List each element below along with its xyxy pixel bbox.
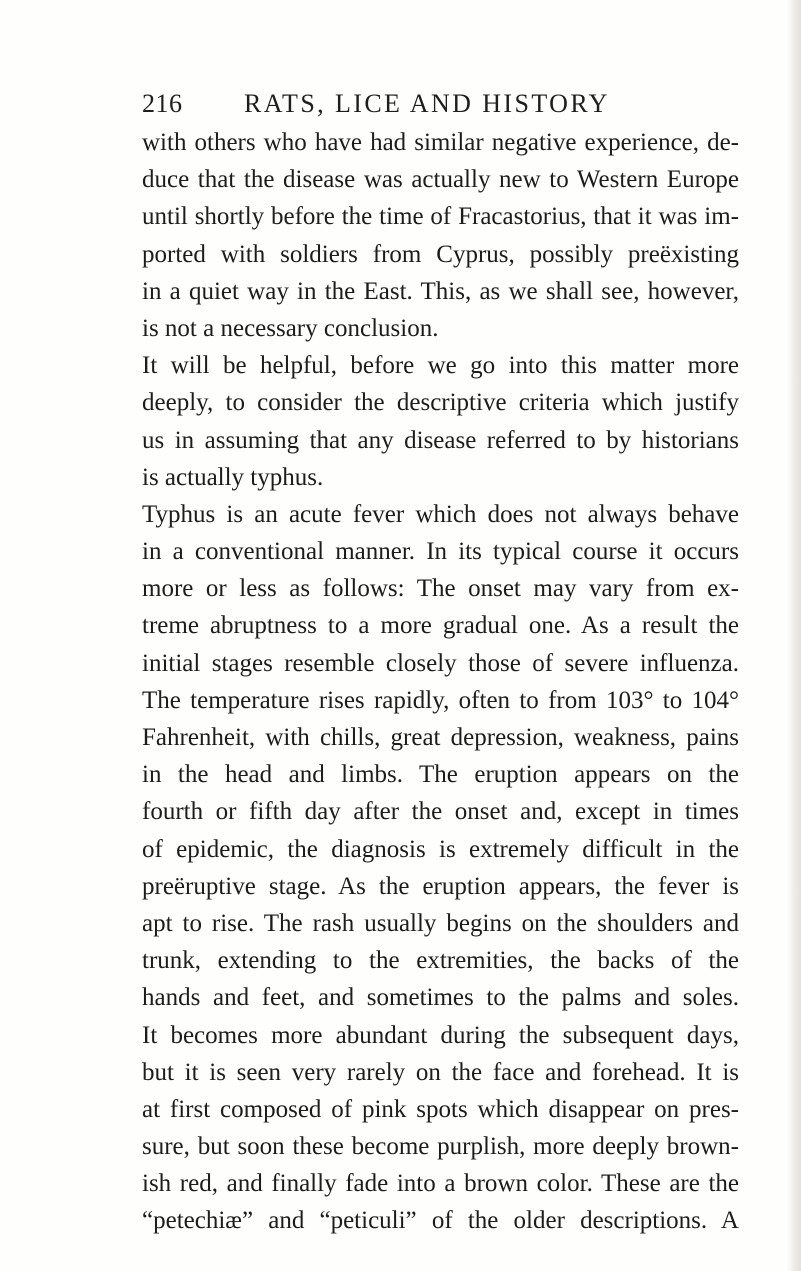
text-line: preëruptive stage. As the eruption appears, the fever is bbox=[142, 872, 739, 900]
text-line: sure, but soon these become purplish, more deeply brown- bbox=[142, 1133, 739, 1161]
text-line: in a quiet way in the East. This, as we shall see, however, bbox=[142, 277, 739, 305]
text-line: in the head and limbs. The eruption appears on the bbox=[142, 761, 739, 789]
text-line: Typhus is an acute fever which does not always behave bbox=[142, 500, 739, 528]
text-line: is not a necessary conclusion. bbox=[142, 314, 439, 342]
body-text bbox=[142, 124, 739, 1240]
text-line: us in assuming that any disease referred to by historians bbox=[142, 426, 739, 454]
running-title: RATS, LICE AND HISTORY bbox=[244, 89, 610, 118]
text-line: duce that the disease was actually new to Western Europe bbox=[142, 166, 739, 194]
text-line: ported with soldiers from Cyprus, possibly preëxisting bbox=[142, 240, 739, 268]
text-line: more or less as follows: The onset may vary from ex- bbox=[142, 575, 739, 603]
page-number: 216 bbox=[142, 89, 183, 118]
text-line: initial stages resemble closely those of severe influenza. bbox=[142, 649, 739, 677]
text-line: ish red, and finally fade into a brown color. These are the bbox=[142, 1170, 739, 1198]
text-line: until shortly before the time of Fracastorius, that it was im- bbox=[142, 203, 739, 231]
text-line: deeply, to consider the descriptive criteria which justify bbox=[142, 389, 739, 417]
text-line: “petechiæ” and “peticuli” of the older descriptions. A bbox=[142, 1207, 739, 1235]
text-line: with others who have had similar negative experience, de- bbox=[142, 129, 739, 156]
page-edge-shadow bbox=[787, 0, 801, 1271]
text-line: It becomes more abundant during the subsequent days, bbox=[142, 1021, 739, 1049]
text-line: in a conventional manner. In its typical course it occurs bbox=[142, 538, 739, 566]
text-line: The temperature rises rapidly, often to from 103° to 104° bbox=[142, 686, 739, 714]
running-head bbox=[142, 84, 742, 124]
text-line: apt to rise. The rash usually begins on the shoulders and bbox=[142, 909, 739, 937]
text-line: of epidemic, the diagnosis is extremely difficult in the bbox=[142, 835, 739, 863]
text-line: treme abruptness to a more gradual one. As a result the bbox=[142, 612, 739, 640]
text-line: fourth or fifth day after the onset and, except in times bbox=[142, 798, 739, 826]
text-line: but it is seen very rarely on the face and forehead. It is bbox=[142, 1058, 739, 1086]
text-line: is actually typhus. bbox=[142, 463, 324, 491]
text-line: Fahrenheit, with chills, great depression, weakness, pains bbox=[142, 724, 739, 751]
text-line: at first composed of pink spots which disappear on pres- bbox=[142, 1095, 739, 1123]
text-line: It will be helpful, before we go into this matter more bbox=[142, 352, 739, 380]
text-line: trunk, extending to the extremities, the backs of the bbox=[142, 947, 739, 975]
text-line: hands and feet, and sometimes to the palms and soles. bbox=[142, 984, 739, 1012]
